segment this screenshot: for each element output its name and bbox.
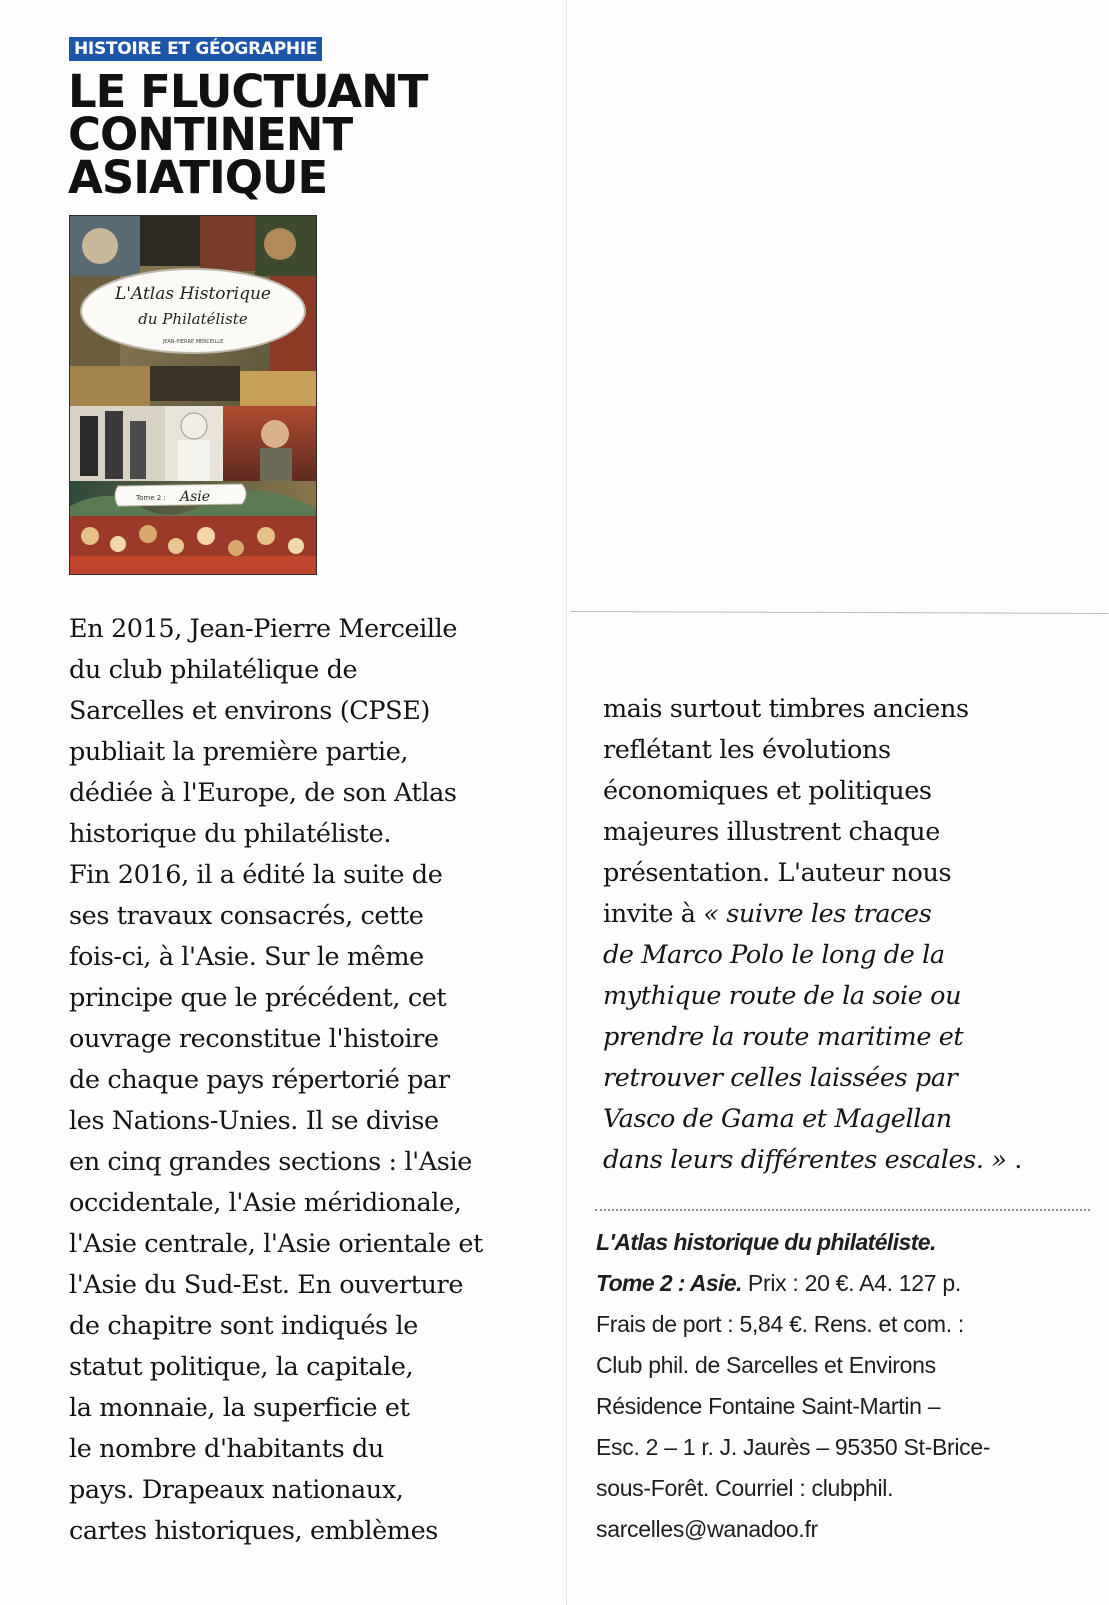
column-divider: [566, 0, 567, 1605]
body-line: fois-ci, à l'Asie. Sur le même: [69, 942, 424, 972]
body-line: l'Asie centrale, l'Asie orientale et: [69, 1229, 483, 1259]
headline: [68, 65, 508, 204]
headline-line: LE FLUCTUANT: [68, 65, 428, 118]
book-cover-illustration: [70, 216, 316, 574]
headline-line: ASIATIQUE: [68, 151, 328, 204]
quote-text: dans leurs différentes escales. »: [603, 1145, 1007, 1175]
cover-title-line: du Philatéliste: [138, 310, 248, 328]
quote-end: .: [1006, 1145, 1022, 1175]
body-line: statut politique, la capitale,: [69, 1352, 414, 1382]
body-line: pays. Drapeaux nationaux,: [69, 1475, 404, 1505]
quote-text: « suivre les traces: [703, 899, 932, 929]
body-line: de chaque pays répertorié par: [69, 1065, 450, 1095]
book-title: L'Atlas historique du philatéliste.: [596, 1229, 936, 1255]
body-line: l'Asie du Sud-Est. En ouverture: [69, 1270, 464, 1300]
body-line: dédiée à l'Europe, de son Atlas: [69, 778, 457, 808]
cover-title-line: L'Atlas Historique: [115, 284, 271, 304]
body-line: du club philatélique de: [69, 655, 358, 685]
rubric-badge: HISTOIRE ET GÉOGRAPHIE: [69, 37, 322, 61]
body-line: les Nations-Unies. Il se divise: [69, 1106, 439, 1136]
body-line: cartes historiques, emblèmes: [69, 1516, 438, 1546]
body-line: publiait la première partie,: [69, 737, 409, 767]
body-line: reflétant les évolutions: [603, 735, 891, 765]
quote-line: mythique route de la soie ou: [603, 981, 962, 1011]
book-cover-image: [69, 215, 317, 575]
info-separator: [595, 1209, 1090, 1211]
quote-line: retrouver celles laissées par: [603, 1063, 958, 1093]
book-tome: Tome 2 : Asie.: [596, 1270, 742, 1296]
quote-line: prendre la route maritime et: [603, 1022, 964, 1052]
body-line: présentation. L'auteur nous: [603, 858, 952, 888]
body-line: le nombre d'habitants du: [69, 1434, 384, 1464]
body-line: Fin 2016, il a édité la suite de: [69, 860, 443, 890]
article-body-right: [603, 689, 1073, 1181]
headline-line: CONTINENT: [68, 108, 353, 161]
body-line: [603, 894, 1073, 935]
info-line: Frais de port : 5,84 €. Rens. et com. :: [596, 1311, 964, 1337]
book-details: [596, 1263, 1096, 1304]
right-column-rule: [570, 611, 1108, 614]
body-line: en cinq grandes sections : l'Asie: [69, 1147, 472, 1177]
body-line: Sarcelles et environs (CPSE): [69, 696, 430, 726]
body-text: invite à: [603, 899, 704, 929]
body-line: de chapitre sont indiqués le: [69, 1311, 418, 1341]
body-line: En 2015, Jean-Pierre Merceille: [69, 614, 458, 644]
body-line: principe que le précédent, cet: [69, 983, 447, 1013]
body-line: majeures illustrent chaque: [603, 817, 940, 847]
body-line: ouvrage reconstitue l'histoire: [69, 1024, 439, 1054]
info-line: Esc. 2 – 1 r. J. Jaurès – 95350 St-Brice-: [596, 1434, 991, 1460]
cover-author: JEAN-PIERRE MERCEILLE: [162, 339, 224, 345]
info-line: Résidence Fontaine Saint-Martin –: [596, 1393, 941, 1419]
body-line: occidentale, l'Asie méridionale,: [69, 1188, 462, 1218]
body-line: ses travaux consacrés, cette: [69, 901, 424, 931]
cover-tome-title: Asie: [180, 489, 211, 505]
quote-line: de Marco Polo le long de la: [603, 940, 945, 970]
info-line: sous-Forêt. Courriel : clubphil.: [596, 1475, 894, 1501]
body-line: la monnaie, la superficie et: [69, 1393, 410, 1423]
info-line: sarcelles@wanadoo.fr: [596, 1516, 818, 1542]
body-line: économiques et politiques: [603, 776, 932, 806]
book-price: Prix : 20 €. A4. 127 p.: [741, 1270, 961, 1296]
quote-line: [603, 1140, 1073, 1181]
article-body-left: [69, 609, 539, 1552]
book-info-box: [596, 1222, 1096, 1550]
info-line: Club phil. de Sarcelles et Environs: [596, 1352, 936, 1378]
cover-tome-label: Tome 2 :: [136, 494, 166, 502]
body-line: historique du philatéliste.: [69, 819, 392, 849]
quote-line: Vasco de Gama et Magellan: [603, 1104, 952, 1134]
body-line: mais surtout timbres anciens: [603, 694, 969, 724]
